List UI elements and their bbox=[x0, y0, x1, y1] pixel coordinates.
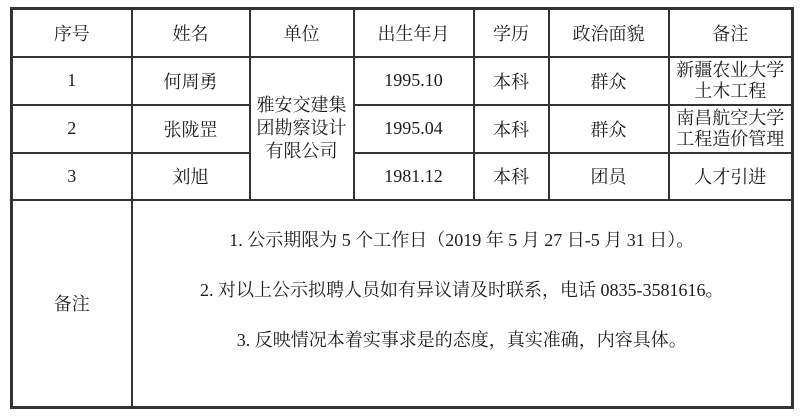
remark-line: 新疆农业大学 bbox=[676, 59, 785, 80]
cell-serial-no: 1 bbox=[12, 57, 132, 105]
cell-political-status: 群众 bbox=[549, 105, 669, 153]
remark-note-1: 1. 公示期限为 5 个工作日（2019 年 5 月 27 日-5 月 31 日）。 bbox=[229, 230, 695, 251]
header-cell-name: 姓名 bbox=[132, 9, 250, 57]
cell-birthdate: 1995.04 bbox=[354, 105, 474, 153]
header-cell-political-status: 政治面貌 bbox=[549, 9, 669, 57]
cell-remark bbox=[669, 105, 793, 153]
table-row bbox=[12, 57, 793, 105]
cell-political-status: 群众 bbox=[549, 57, 669, 105]
header-cell-unit: 单位 bbox=[250, 9, 354, 57]
cell-birthdate: 1981.12 bbox=[354, 153, 474, 200]
personnel-table bbox=[10, 7, 794, 409]
table-row bbox=[12, 105, 793, 153]
remark-note-2: 2. 对以上公示拟聘人员如有异议请及时联系，电话 0835-3581616。 bbox=[200, 280, 724, 301]
unit-line: 团勘察设计 bbox=[256, 117, 347, 138]
remarks-label-cell: 备注 bbox=[12, 200, 132, 408]
cell-serial-no: 2 bbox=[12, 105, 132, 153]
cell-name: 张陇罡 bbox=[132, 105, 250, 153]
cell-name: 何周勇 bbox=[132, 57, 250, 105]
cell-education: 本科 bbox=[474, 153, 549, 200]
merged-unit-cell bbox=[250, 57, 354, 200]
cell-remark bbox=[669, 57, 793, 105]
cell-birthdate: 1995.10 bbox=[354, 57, 474, 105]
cell-political-status: 团员 bbox=[549, 153, 669, 200]
header-cell-serial-no: 序号 bbox=[12, 9, 132, 57]
header-cell-remark: 备注 bbox=[669, 9, 793, 57]
cell-name: 刘旭 bbox=[132, 153, 250, 200]
remarks-row bbox=[12, 200, 793, 408]
cell-remark: 人才引进 bbox=[669, 153, 793, 200]
header-cell-education: 学历 bbox=[474, 9, 549, 57]
table-row bbox=[12, 153, 793, 200]
remark-line: 土木工程 bbox=[694, 80, 767, 101]
remarks-content-cell bbox=[132, 200, 793, 408]
unit-line: 有限公司 bbox=[265, 140, 338, 161]
remark-line: 南昌航空大学 bbox=[676, 107, 785, 128]
cell-education: 本科 bbox=[474, 57, 549, 105]
remark-line: 工程造价管理 bbox=[676, 128, 785, 149]
unit-line: 雅安交建集 bbox=[256, 94, 347, 115]
remark-note-3: 3. 反映情况本着实事求是的态度，真实准确，内容具体。 bbox=[236, 330, 687, 351]
cell-education: 本科 bbox=[474, 105, 549, 153]
cell-serial-no: 3 bbox=[12, 153, 132, 200]
header-cell-birthdate: 出生年月 bbox=[354, 9, 474, 57]
table-header-row bbox=[12, 9, 793, 57]
